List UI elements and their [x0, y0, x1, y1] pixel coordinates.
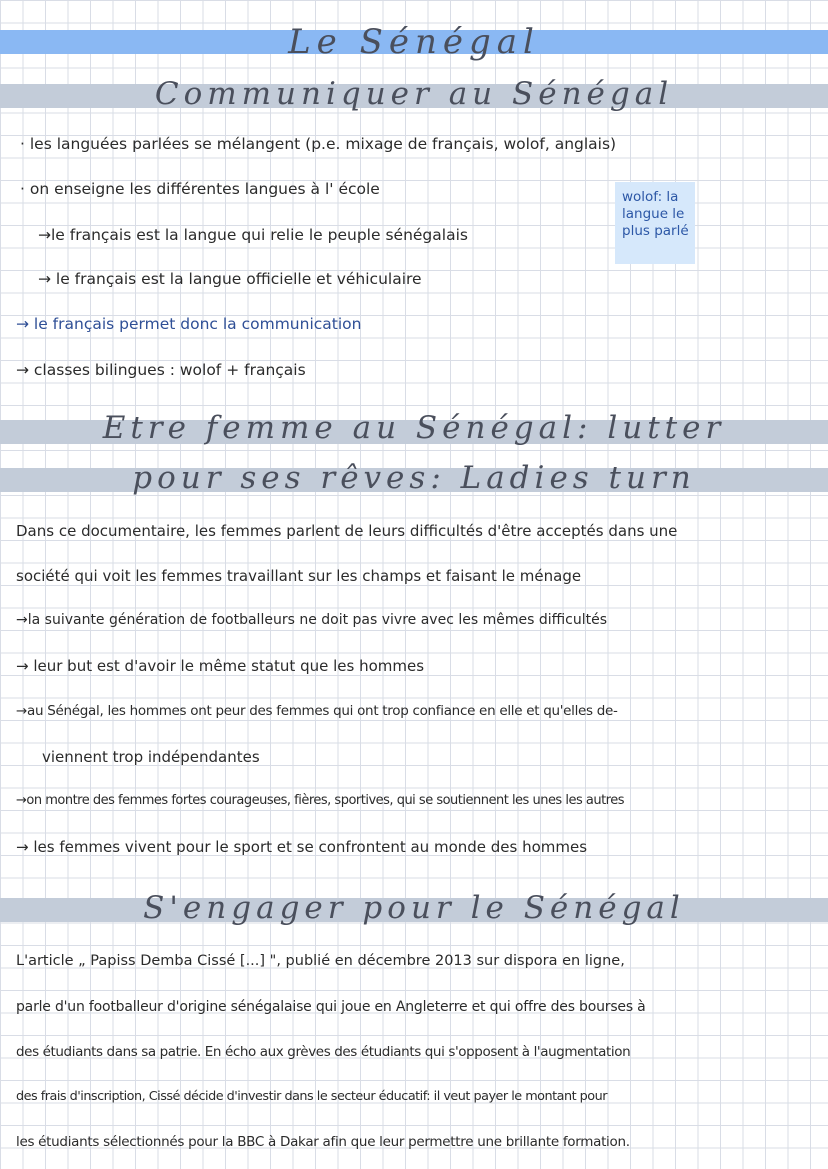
text-line: →la suivante génération de footballeurs ne doit pas vivre avec les mêmes difficultés	[16, 612, 608, 628]
section-heading-communiquer: Communiquer au Sénégal	[154, 76, 674, 112]
side-note-line: plus parlé	[622, 223, 689, 239]
page-title: Le Sénégal	[288, 22, 540, 62]
side-note-line: langue le	[622, 206, 685, 222]
text-line: · on enseigne les différentes langues à l' école	[20, 180, 380, 198]
text-line: des frais d'inscription, Cissé décide d'investir dans le secteur éducatif: il veut payer le montant pour	[16, 1089, 608, 1104]
text-line: · les languées parlées se mélangent (p.e. mixage de français, wolof, anglais)	[20, 135, 617, 153]
text-line: viennent trop indépendantes	[42, 748, 260, 766]
text-line: Dans ce documentaire, les femmes parlent de leurs difficultés d'être acceptés dans une	[16, 522, 678, 540]
text-line: → le français est la langue officielle et véhiculaire	[38, 270, 422, 288]
text-line: société qui voit les femmes travaillant sur les champs et faisant le ménage	[16, 567, 582, 585]
text-line: → les femmes vivent pour le sport et se confrontent au monde des hommes	[16, 838, 588, 856]
text-line-highlight: → le français permet donc la communication	[16, 315, 362, 333]
text-line: →on montre des femmes fortes courageuses, fières, sportives, qui se soutiennent les unes les autres	[16, 793, 624, 808]
side-note-line: wolof: la	[622, 189, 679, 205]
section-heading-femme-line1: Etre femme au Sénégal: lutter	[102, 410, 726, 446]
section-heading-femme-line2: pour ses rêves: Ladies turn	[132, 460, 696, 496]
text-line: → leur but est d'avoir le même statut que les hommes	[16, 657, 425, 675]
text-line: →le français est la langue qui relie le peuple sénégalais	[38, 226, 468, 244]
text-line: L'article „ Papiss Demba Cissé [...] ", publié en décembre 2013 sur dispora en ligne,	[16, 953, 625, 969]
text-line: → classes bilingues : wolof + français	[16, 361, 306, 379]
text-line: parle d'un footballeur d'origine sénégalaise qui joue en Angleterre et qui offre des bourses à	[16, 999, 646, 1015]
section-heading-engager: S'engager pour le Sénégal	[143, 890, 685, 926]
text-line: les étudiants sélectionnés pour la BBC à Dakar afin que leur permettre une brillante formation.	[16, 1134, 630, 1150]
text-line: →au Sénégal, les hommes ont peur des femmes qui ont trop confiance en elle et qu'elles de-	[16, 703, 618, 719]
side-note	[615, 182, 695, 264]
text-line: des étudiants dans sa patrie. En écho aux grèves des étudiants qui s'opposent à l'augmentation	[16, 1044, 631, 1060]
